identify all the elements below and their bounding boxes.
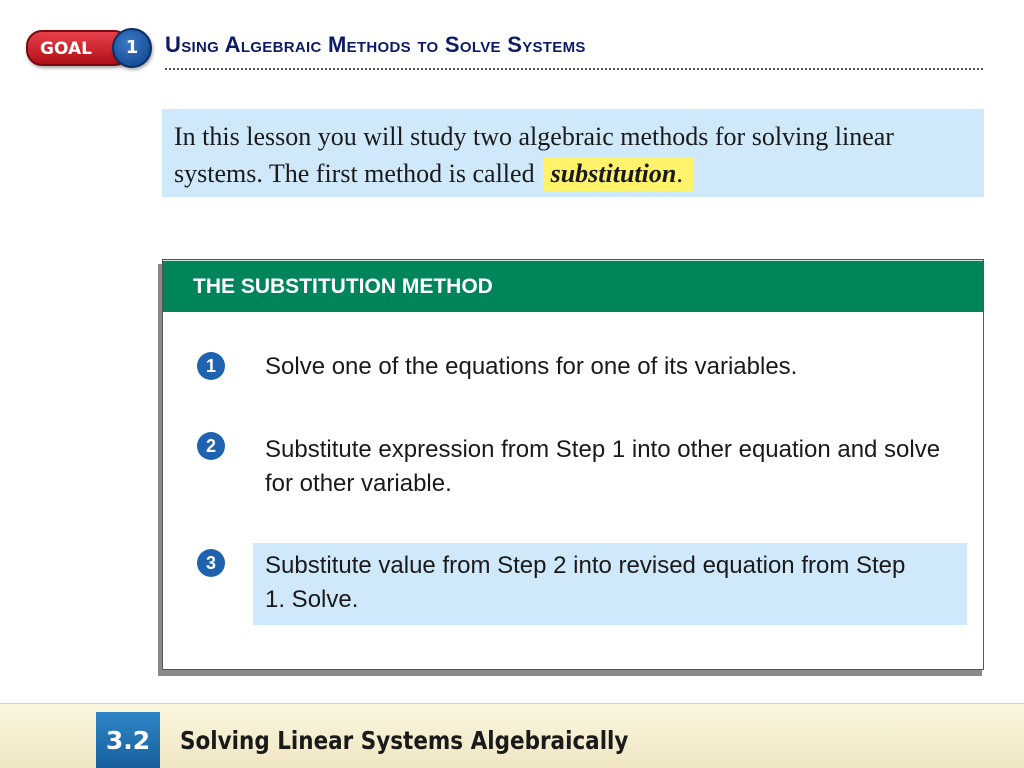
step-2-text: Substitute expression from Step 1 into other equation and solve for other variable. bbox=[265, 436, 941, 497]
intro-highlight-term: substitution bbox=[550, 159, 677, 188]
method-card bbox=[162, 259, 984, 670]
footer-bar bbox=[0, 703, 1024, 768]
method-header bbox=[163, 260, 983, 312]
step-3-number: 3 bbox=[197, 549, 225, 577]
page-title: Using Algebraic Methods to Solve Systems bbox=[165, 32, 586, 57]
step-3-text: Substitute value from Step 2 into revised equation from Step 1. Solve. bbox=[265, 552, 906, 613]
intro-box bbox=[162, 109, 984, 197]
intro-text: In this lesson you will study two algebraic methods for solving linear systems. The first method is called bbox=[174, 122, 894, 188]
intro-highlight bbox=[543, 157, 693, 191]
section-title: Solving Linear Systems Algebraically bbox=[180, 726, 629, 755]
step-1-number: 1 bbox=[197, 352, 225, 380]
step-1-text: Solve one of the equations for one of its variables. bbox=[265, 353, 798, 380]
goal-badge bbox=[26, 28, 146, 66]
section-badge: 3.2 bbox=[96, 712, 160, 768]
title-divider bbox=[165, 68, 983, 70]
method-header-title: THE SUBSTITUTION METHOD bbox=[193, 275, 493, 298]
goal-label: GOAL bbox=[40, 39, 92, 59]
step-2-number: 2 bbox=[197, 432, 225, 460]
intro-period: . bbox=[676, 159, 683, 188]
goal-number: 1 bbox=[112, 28, 152, 68]
